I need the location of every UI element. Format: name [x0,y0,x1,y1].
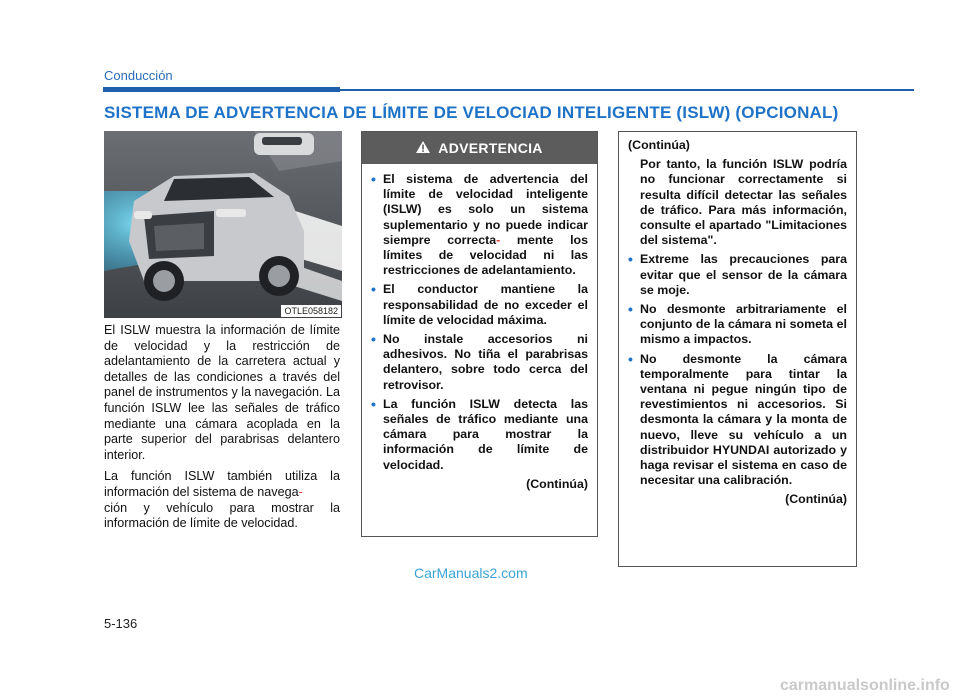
hyphen-mark: - [298,484,303,499]
page-number: 5-136 [104,616,138,631]
warning-header [362,132,597,164]
watermark-link[interactable]: CarManuals2.com [414,565,528,581]
body-paragraph-2 [104,469,340,531]
warning-heading: ADVERTENCIA [438,140,543,156]
warning-item-2: • El conductor mantiene la responsabilidad de no exceder el límite de velocidad máxima. [371,282,588,328]
body-paragraph-2-start: La función ISLW también utiliza la información del sistema de navega [104,469,340,499]
warning-body [362,164,597,492]
continued-item-1: • Extreme las precauciones para evitar que el sensor de la cámara se moje. [628,252,847,298]
figure-code: OTLE058182 [281,305,341,317]
body-paragraph-2-end: ción y vehículo para mostrar la información de límite de velocidad. [104,500,340,531]
continued-box-continued: (Continúa) [785,492,847,507]
continued-box [618,131,857,567]
page-title: SISTEMA DE ADVERTENCIA DE LÍMITE DE VELOCIAD INTELIGENTE (ISLW) (OPCIONAL) [104,103,839,122]
body-text [104,323,340,538]
warning-box [361,131,598,537]
footer-watermark: carmanualsonline.info [780,677,950,694]
continued-item-3: • No desmonte la cámara temporalmente para tintar la ventana ni pegue ningún tipo de revestimientos ni accesorios. Si desmonta la cámara y la monta de nuevo, lleve su vehículo a un distribuidor HYUNDAI autorizado y haga revisar el sistema en caso de necesitar una calibración. [628,352,847,489]
body-paragraph-1: El ISLW muestra la información de límite de velocidad y la restricción de adelantamiento de la carretera actual y detalles de las condiciones a través del panel de instrumentos y la navegación. La función ISLW lee las señales de tráfico mediante una cámara acoplada en la parte superior del parabrisas delantero interior. [104,323,340,462]
continued-item-2: • No desmonte arbitrariamente el conjunto de la cámara ni someta el mismo a impactos. [628,302,847,348]
continued-title: (Continúa) [628,138,690,152]
warning-item-1-start: El sistema de advertencia del límite de velocidad inteligente (ISLW) es solo un sistema suplementario y no puede indicar siempre correcta [383,172,588,247]
warning-item-1 [371,172,588,278]
car-illustration-svg [104,131,342,318]
warning-triangle-icon [416,140,430,156]
hyphen-mark: - [496,232,501,247]
section-label: Conducción [104,68,173,83]
header-rule-thick [103,87,340,92]
continued-paragraph: Por tanto, la función ISLW podría no funcionar correctamente si resulta difícil detectar las señales de tráfico. Para más información, consulte el apartado "Limitaciones del sistema". [640,157,847,248]
warning-item-4: • La función ISLW detecta las señales de tráfico mediante una cámara para mostrar la información de límite de velocidad. [371,397,588,473]
warning-continued: (Continúa) [526,476,588,491]
car-camera-illustration [104,131,342,318]
header-rule-thin [340,89,914,91]
warning-item-1-end: mente los límites de velocidad ni las restricciones de adelantamiento. [383,232,588,278]
warning-item-3: • No instale accesorios ni adhesivos. No tiña el parabrisas delantero, sobre todo cerca del retrovisor. [371,332,588,393]
